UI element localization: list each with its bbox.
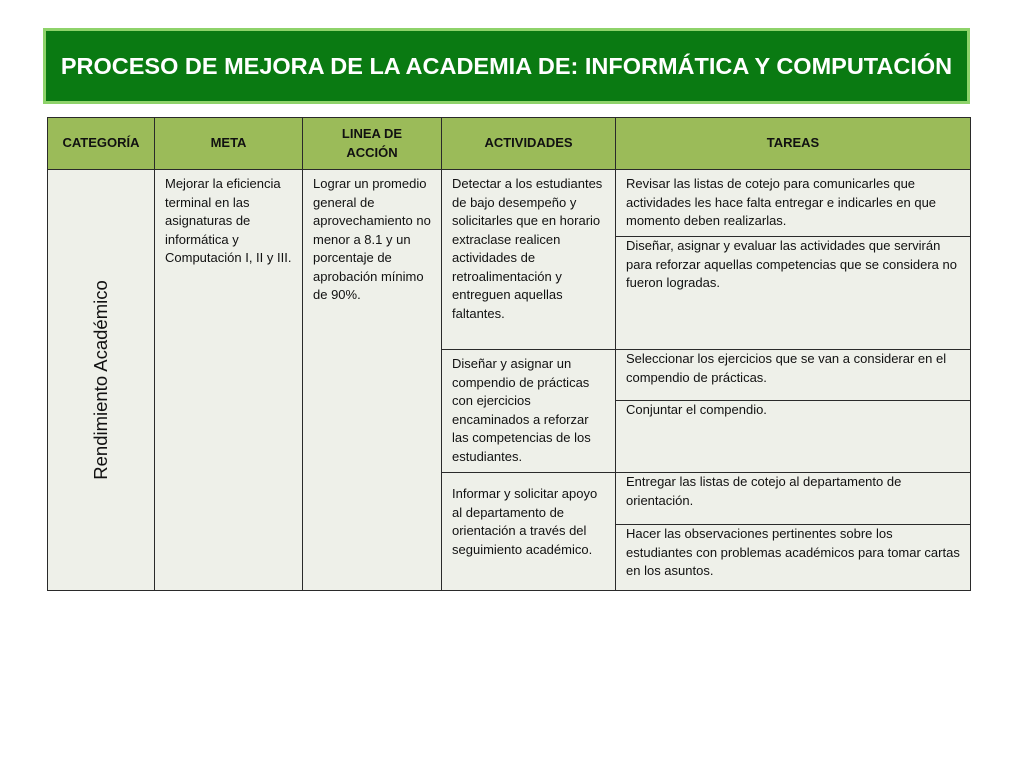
tarea-cell: Diseñar, asignar y evaluar las actividades que servirán para reforzar aquellas competencias que se considera no fueron logradas. — [616, 237, 971, 350]
actividad-cell: Informar y solicitar apoyo al departamento de orientación a través del seguimiento académico. — [442, 473, 616, 591]
header-categoria: CATEGORÍA — [48, 118, 155, 170]
tarea-cell: Entregar las listas de cotejo al departamento de orientación. — [616, 473, 971, 525]
actividad-cell: Diseñar y asignar un compendio de prácticas con ejercicios encaminados a reforzar las competencias de los estudiantes. — [442, 350, 616, 473]
tarea-cell: Hacer las observaciones pertinentes sobre los estudiantes con problemas académicos para tomar cartas en los asuntos. — [616, 525, 971, 591]
table-row — [48, 170, 971, 237]
header-tareas: TAREAS — [616, 118, 971, 170]
tarea-cell: Revisar las listas de cotejo para comunicarles que actividades les hace falta entregar e indicarles en que momento deben realizarlas. — [616, 170, 971, 237]
categoria-label: Rendimiento Académico — [89, 280, 111, 480]
meta-cell: Mejorar la eficiencia terminal en las asignaturas de informática y Computación I, II y III. — [155, 170, 303, 591]
improvement-table — [47, 117, 971, 591]
header-actividades: ACTIVIDADES — [442, 118, 616, 170]
page-title: PROCESO DE MEJORA DE LA ACADEMIA DE: INFORMÁTICA Y COMPUTACIÓN — [60, 52, 953, 79]
title-banner — [43, 28, 970, 104]
actividad-cell: Detectar a los estudiantes de bajo desempeño y solicitarles que en horario extraclase realicen actividades de retroalimentación y entreguen aquellas faltantes. — [442, 170, 616, 350]
linea-de-accion-cell: Lograr un promedio general de aprovechamiento no menor a 8.1 y un porcentaje de aprobación mínimo de 90%. — [303, 170, 442, 591]
table-header-row — [48, 118, 971, 170]
header-meta: META — [155, 118, 303, 170]
tarea-cell: Conjuntar el compendio. — [616, 401, 971, 473]
header-linea-de-accion: LINEA DE ACCIÓN — [303, 118, 442, 170]
tarea-cell: Seleccionar los ejercicios que se van a considerar en el compendio de prácticas. — [616, 350, 971, 401]
categoria-cell — [48, 170, 155, 591]
